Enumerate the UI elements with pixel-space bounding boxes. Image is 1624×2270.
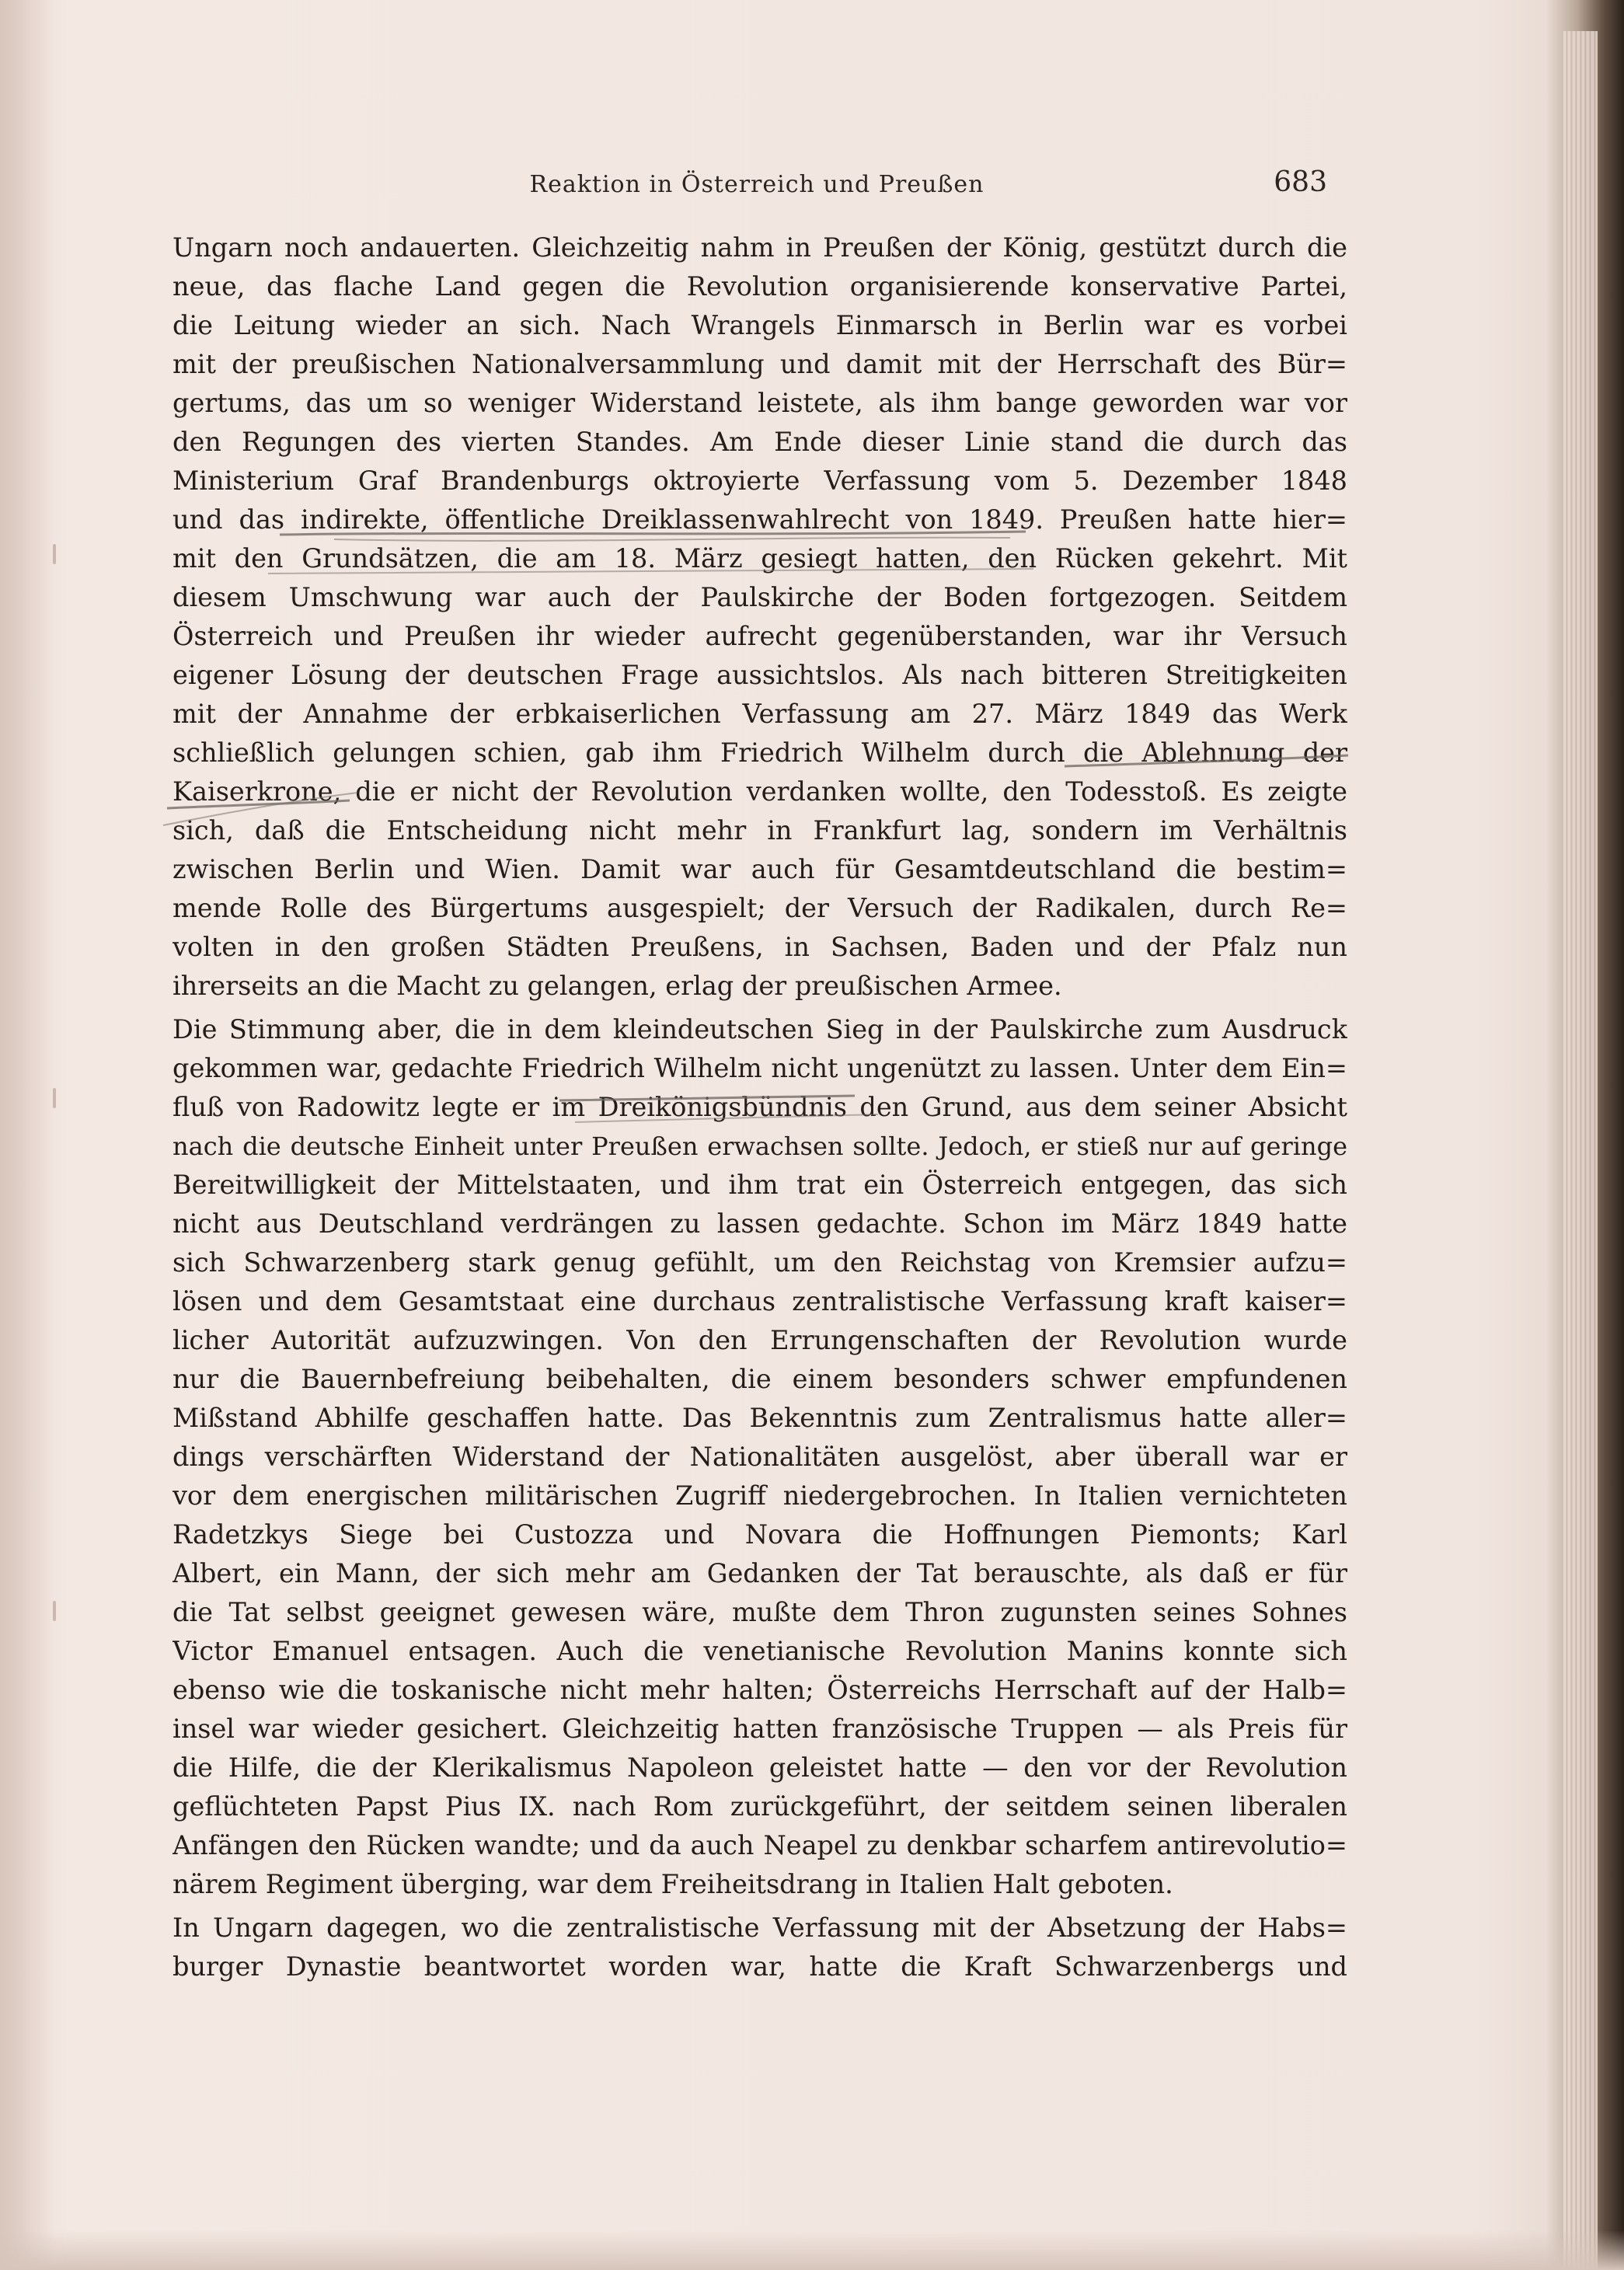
text-line: nicht aus Deutschland verdrängen zu lassen gedachte. Schon im März 1849 hatte: [173, 1208, 1347, 1239]
page-left-shadow: [0, 0, 54, 2270]
text-line: Albert, ein Mann, der sich mehr am Gedanken der Tat berauschte, als daß er für: [173, 1558, 1347, 1588]
paragraph-2: [173, 1010, 1347, 1904]
text-line: ebenso wie die toskanische nicht mehr halten; Österreichs Herrschaft auf der Halb=: [173, 1675, 1347, 1705]
page-number: 683: [1274, 166, 1327, 198]
text-line: die Hilfe, die der Klerikalismus Napoleon geleistet hatte — den vor der Revolution: [173, 1752, 1347, 1783]
text-line: burger Dynastie beantwortet worden war, hatte die Kraft Schwarzenbergs und: [173, 1951, 1347, 1982]
text-line: fluß von Radowitz legte er im Dreikönigsbündnis den Grund, aus dem seiner Absicht: [173, 1092, 1347, 1122]
text-line: Radetzkys Siege bei Custozza und Novara die Hoffnungen Piemonts; Karl: [173, 1519, 1347, 1550]
text-line: insel war wieder gesichert. Gleichzeitig hatten französische Truppen — als Preis für: [173, 1714, 1347, 1744]
text-line: In Ungarn dagegen, wo die zentralistische Verfassung mit der Absetzung der Habs=: [173, 1913, 1347, 1943]
text-line: gertums, das um so weniger Widerstand leistete, als ihm bange geworden war vor: [173, 388, 1347, 418]
text-line: Anfängen den Rücken wandte; und da auch Neapel zu denkbar scharfem antirevolutio=: [173, 1830, 1347, 1860]
text-line: schließlich gelungen schien, gab ihm Friedrich Wilhelm durch die Ablehnung der: [173, 737, 1347, 768]
binding-hole: [53, 1601, 56, 1621]
paragraph-3: [173, 1909, 1347, 1986]
text-line: dings verschärften Widerstand der Nationalitäten ausgelöst, aber überall war er: [173, 1442, 1347, 1472]
text-line: Victor Emanuel entsagen. Auch die venetianische Revolution Manins konnte sich: [173, 1636, 1347, 1666]
text-line: gekommen war, gedachte Friedrich Wilhelm nicht ungenützt zu lassen. Unter dem Ein=: [173, 1053, 1347, 1083]
binding-hole: [53, 544, 56, 564]
text-line: närem Regiment überging, war dem Freiheitsdrang in Italien Halt geboten.: [173, 1869, 1173, 1899]
binding-hole: [53, 1088, 56, 1108]
text-line: Bereitwilligkeit der Mittelstaaten, und ihm trat ein Österreich entgegen, das sich: [173, 1170, 1347, 1200]
text-line: mit den Grundsätzen, die am 18. März gesiegt hatten, den Rücken gekehrt. Mit: [173, 543, 1347, 574]
text-line: mende Rolle des Bürgertums ausgespielt; der Versuch der Radikalen, durch Re=: [173, 893, 1347, 923]
text-line: Mißstand Abhilfe geschaffen hatte. Das Bekenntnis zum Zentralismus hatte aller=: [173, 1403, 1347, 1433]
text-line: licher Autorität aufzuzwingen. Von den Errungenschaften der Revolution wurde: [173, 1325, 1347, 1355]
text-line: mit der preußischen Nationalversammlung und damit mit der Herrschaft des Bür=: [173, 349, 1347, 379]
text-line: eigener Lösung der deutschen Frage aussichtslos. Als nach bitteren Streitigkeiten: [173, 660, 1347, 690]
text-line: lösen und dem Gesamtstaat eine durchaus zentralistische Verfassung kraft kaiser=: [173, 1286, 1347, 1316]
page-edge: [1563, 31, 1598, 2269]
text-line: sich Schwarzenberg stark genug gefühlt, um den Reichstag von Kremsier aufzu=: [173, 1247, 1347, 1278]
text-line: vor dem energischen militärischen Zugriff niedergebrochen. In Italien vernichteten: [173, 1480, 1347, 1511]
text-line: volten in den großen Städten Preußens, in Sachsen, Baden und der Pfalz nun: [173, 932, 1347, 962]
text-line: Österreich und Preußen ihr wieder aufrecht gegenüberstanden, war ihr Versuch: [173, 621, 1347, 651]
text-line: diesem Umschwung war auch der Paulskirche der Boden fortgezogen. Seitdem: [173, 582, 1347, 612]
text-line: Kaiserkrone, die er nicht der Revolution verdanken wollte, den Todesstoß. Es zeigte: [173, 776, 1347, 807]
body-text: [173, 228, 1347, 1986]
text-line: ihrerseits an die Macht zu gelangen, erlag der preußischen Armee.: [173, 971, 1062, 1001]
paragraph-1: [173, 228, 1347, 1006]
text-line: den Regungen des vierten Standes. Am Ende dieser Linie stand die durch das: [173, 427, 1347, 457]
text-line: die Tat selbst geeignet gewesen wäre, mußte dem Thron zugunsten seines Sohnes: [173, 1597, 1347, 1627]
text-line: zwischen Berlin und Wien. Damit war auch für Gesamtdeutschland die bestim=: [173, 854, 1347, 884]
text-line: Die Stimmung aber, die in dem kleindeutschen Sieg in der Paulskirche zum Ausdruck: [173, 1014, 1347, 1044]
page-header: [186, 162, 1327, 208]
text-line: sich, daß die Entscheidung nicht mehr in Frankfurt lag, sondern im Verhältnis: [173, 815, 1347, 846]
text-line: nach die deutsche Einheit unter Preußen erwachsen sollte. Jedoch, er stieß nur auf geringe: [173, 1132, 1347, 1161]
text-line: nur die Bauernbefreiung beibehalten, die einem besonders schwer empfundenen: [173, 1364, 1347, 1394]
text-line: Ministerium Graf Brandenburgs oktroyierte Verfassung vom 5. Dezember 1848: [173, 466, 1347, 496]
page-bottom-edge: [0, 2230, 1624, 2270]
text-line: die Leitung wieder an sich. Nach Wrangels Einmarsch in Berlin war es vorbei: [173, 310, 1347, 340]
running-title: Reaktion in Österreich und Preußen: [529, 171, 985, 198]
text-line: mit der Annahme der erbkaiserlichen Verfassung am 27. März 1849 das Werk: [173, 699, 1347, 729]
text-line: Ungarn noch andauerten. Gleichzeitig nahm in Preußen der König, gestützt durch die: [173, 232, 1347, 263]
text-line: geflüchteten Papst Pius IX. nach Rom zurückgeführt, der seitdem seinen liberalen: [173, 1791, 1347, 1822]
text-line: neue, das flache Land gegen die Revolution organisierende konservative Partei,: [173, 271, 1347, 302]
text-line: und das indirekte, öffentliche Dreiklassenwahlrecht von 1849. Preußen hatte hier=: [173, 504, 1347, 535]
